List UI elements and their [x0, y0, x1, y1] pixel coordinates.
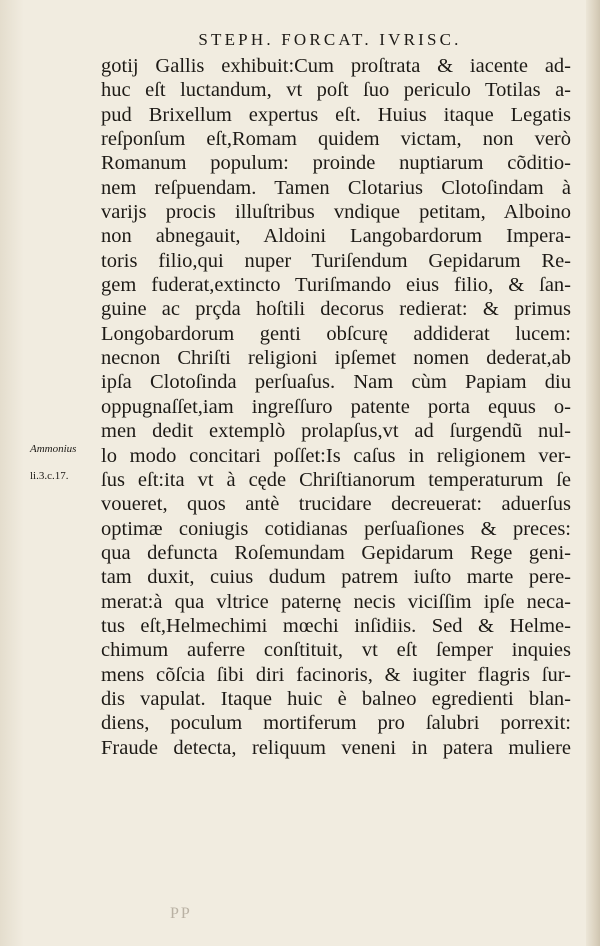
text-line: Romanum populum: proinde nuptiarum cõditio- [101, 152, 571, 175]
text-line: dis vapulat. Itaque huic è balneo egredienti blan- [101, 687, 571, 710]
text-line: lo modo concitari poſſet:Is caſus in religionem ver- [101, 444, 571, 467]
text-line: optimæ coniugis cotidianas perſuaſiones & preces: [101, 517, 571, 540]
text-line: Longobardorum genti obſcurę addiderat lucem: [101, 322, 571, 345]
text-line: mens cõſcia ſibi diri facinoris, & iugiter flagris ſur- [101, 663, 571, 686]
text-line: tam duxit, cuius dudum patrem iuſto marte pere- [101, 566, 571, 589]
text-line: guine ac prçda hoſtili decorus redierat: & primus [101, 298, 571, 321]
marginal-note-reference: li.3.c.17. [30, 470, 69, 482]
text-line: gem fuderat,extincto Turiſmando eius filio, & ſan- [101, 274, 571, 297]
text-line: pud Brixellum expertus eſt. Huius itaque Legatis [101, 103, 571, 126]
running-head: STEPH. FORCAT. IVRISC. [198, 30, 462, 49]
text-line: oppugnaſſet,iam ingreſſuro patente porta equus o- [101, 395, 571, 418]
page-edge [586, 0, 600, 946]
text-line: voueret, quos antè trucidare decreuerat: aduerſus [101, 493, 571, 516]
text-line: Fraude detecta, reliquum veneni in patera muliere [101, 736, 571, 759]
gutter-shadow [0, 0, 24, 946]
text-line: huc eſt luctandum, vt poſt ſuo periculo Totilas a- [101, 79, 571, 102]
text-line: reſponſum eſt,Romam quidem victam, non verò [101, 128, 571, 151]
text-line: chimum auferre conſtituit, vt eſt ſemper inquies [101, 639, 571, 662]
text-line: gotij Gallis exhibuit:Cum proſtrata & iacente ad- [101, 55, 571, 77]
text-line: varijs procis illuſtribus vndique petitam, Alboino [101, 201, 571, 224]
text-line: ipſa Clotoſinda perſuaſus. Nam cùm Papiam diu [101, 371, 571, 394]
text-line: toris filio,qui nuper Turiſendum Gepidarum Re- [101, 249, 571, 272]
marginal-note-author: Ammonius [30, 443, 77, 455]
marginal-note [30, 443, 76, 456]
body-text [101, 54, 571, 760]
text-line: ſus eſt:ita vt à cęde Chriſtianorum temperaturum ſe [101, 468, 571, 491]
signature-mark: PP [170, 905, 192, 922]
text-line: necnon Chriſti religioni ipſemet nomen dederat,ab [101, 347, 571, 370]
marginal-note-ref [30, 470, 69, 483]
text-line: non abnegauit, Aldoini Langobardorum Impera- [101, 225, 571, 248]
text-line: tus eſt,Helmechimi mœchi inſidiis. Sed & Helme- [101, 614, 571, 637]
text-line: nem reſpuendam. Tamen Clotarius Clotoſindam à [101, 176, 571, 199]
text-line: qua defuncta Roſemundam Gepidarum Rege geni- [101, 541, 571, 564]
text-line: diens, poculum mortiferum pro ſalubri porrexit: [101, 712, 571, 735]
text-line: merat:à qua vltrice paternę necis viciſſim ipſe neca- [101, 590, 571, 613]
text-line: men dedit extemplò prolapſus,vt ad ſurgendũ nul- [101, 420, 571, 443]
